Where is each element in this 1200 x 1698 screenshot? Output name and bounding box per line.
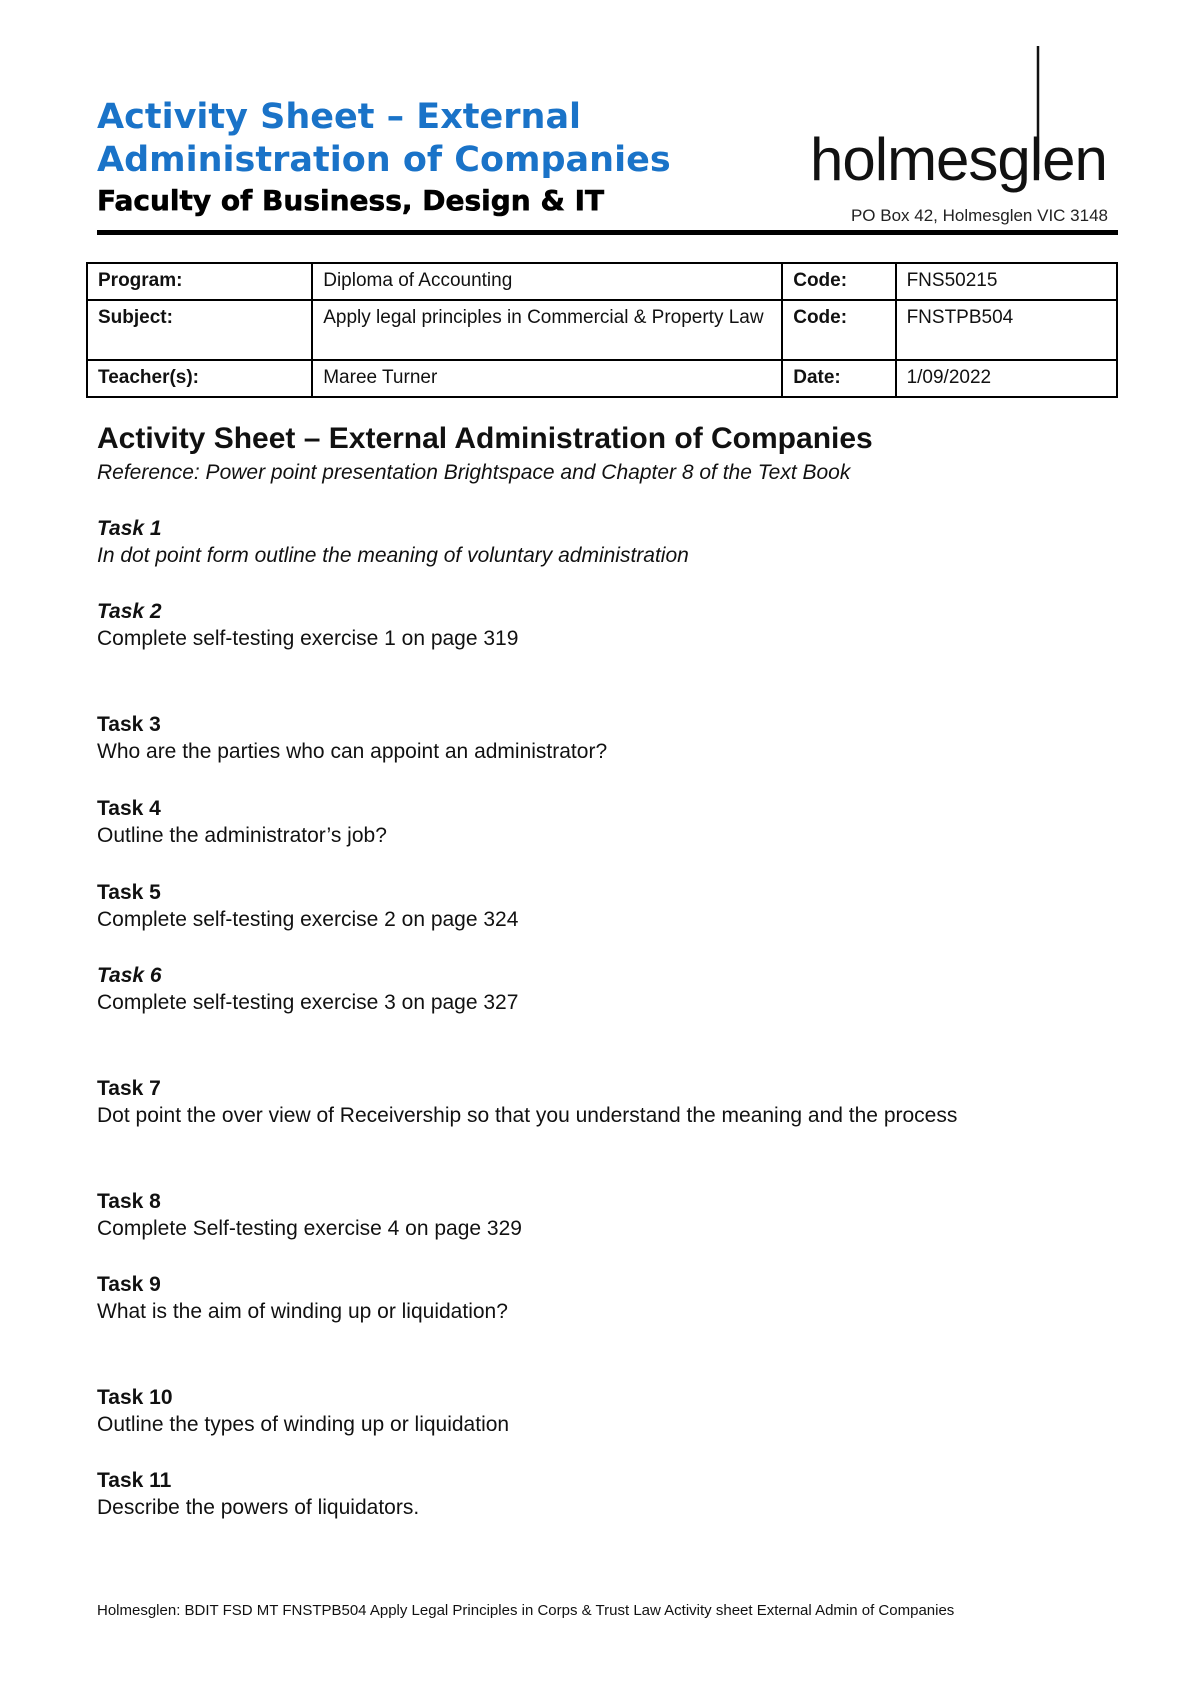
task-text: Dot point the over view of Receivership so that you understand the meaning and the process: [97, 1104, 958, 1127]
task-text: Outline the administrator’s job?: [97, 824, 387, 847]
task-6: [97, 962, 1147, 1016]
task-text: Outline the types of winding up or liquidation: [97, 1413, 510, 1436]
reference-note: Reference: Power point presentation Brightspace and Chapter 8 of the Text Book: [97, 461, 851, 484]
program-label: Program:: [87, 263, 312, 300]
subject-value: Apply legal principles in Commercial & Property Law: [312, 300, 782, 360]
header-divider: [97, 230, 1118, 235]
task-text: In dot point form outline the meaning of voluntary administration: [97, 544, 689, 567]
task-8: [97, 1188, 1147, 1242]
subject-label: Subject:: [87, 300, 312, 360]
teacher-label: Teacher(s):: [87, 360, 312, 397]
page-title-line2: Administration of Companies: [97, 140, 671, 180]
task-title: Task 2: [97, 600, 162, 623]
subject-code-value: FNSTPB504: [896, 300, 1117, 360]
task-text: Complete self-testing exercise 2 on page 324: [97, 908, 519, 931]
task-title: Task 11: [97, 1469, 172, 1492]
table-row: [87, 300, 1117, 360]
task-2: [97, 598, 1147, 652]
task-title: Task 8: [97, 1190, 161, 1213]
task-text: Complete Self-testing exercise 4 on page 329: [97, 1217, 522, 1240]
logo-wordmark: holmesglen: [810, 126, 1107, 193]
task-title: Task 6: [97, 964, 162, 987]
page-footer: Holmesglen: BDIT FSD MT FNSTPB504 Apply Legal Principles in Corps & Trust Law Activity sheet External Admin of Companies: [97, 1602, 955, 1619]
task-title: Task 7: [97, 1077, 161, 1100]
program-value: Diploma of Accounting: [312, 263, 782, 300]
table-row: [87, 263, 1117, 300]
task-title: Task 4: [97, 797, 161, 820]
header-title-block: [97, 96, 797, 218]
date-value: 1/09/2022: [896, 360, 1117, 397]
task-title: Task 10: [97, 1386, 173, 1409]
task-3: [97, 711, 1147, 765]
task-7: [97, 1075, 1147, 1129]
task-1: [97, 515, 1147, 569]
subject-code-label: Code:: [782, 300, 895, 360]
program-code-value: FNS50215: [896, 263, 1117, 300]
table-row: [87, 360, 1117, 397]
task-11: [97, 1467, 1147, 1521]
teacher-value: Maree Turner: [312, 360, 782, 397]
task-title: Task 9: [97, 1273, 161, 1296]
task-10: [97, 1384, 1147, 1438]
task-text: Complete self-testing exercise 3 on page 327: [97, 991, 519, 1014]
task-text: What is the aim of winding up or liquidation?: [97, 1300, 508, 1323]
postal-address: PO Box 42, Holmesglen VIC 3148: [850, 206, 1108, 225]
task-9: [97, 1271, 1147, 1325]
date-label: Date:: [782, 360, 895, 397]
task-title: Task 5: [97, 881, 161, 904]
holmesglen-logo: [808, 44, 1118, 204]
task-title: Task 3: [97, 713, 161, 736]
faculty-name: Faculty of Business, Design & IT: [97, 184, 605, 217]
task-4: [97, 795, 1147, 849]
task-5: [97, 879, 1147, 933]
activity-heading-block: [97, 420, 1137, 486]
page-title-line1: Activity Sheet – External: [97, 97, 582, 137]
task-text: Who are the parties who can appoint an administrator?: [97, 740, 608, 763]
holmesglen-logo-graphic: [808, 44, 1118, 204]
task-text: Describe the powers of liquidators.: [97, 1496, 420, 1519]
program-code-label: Code:: [782, 263, 895, 300]
activity-heading: Activity Sheet – External Administration of Companies: [97, 422, 873, 455]
course-info-table: [86, 262, 1118, 398]
task-text: Complete self-testing exercise 1 on page 319: [97, 627, 519, 650]
task-title: Task 1: [97, 517, 162, 540]
